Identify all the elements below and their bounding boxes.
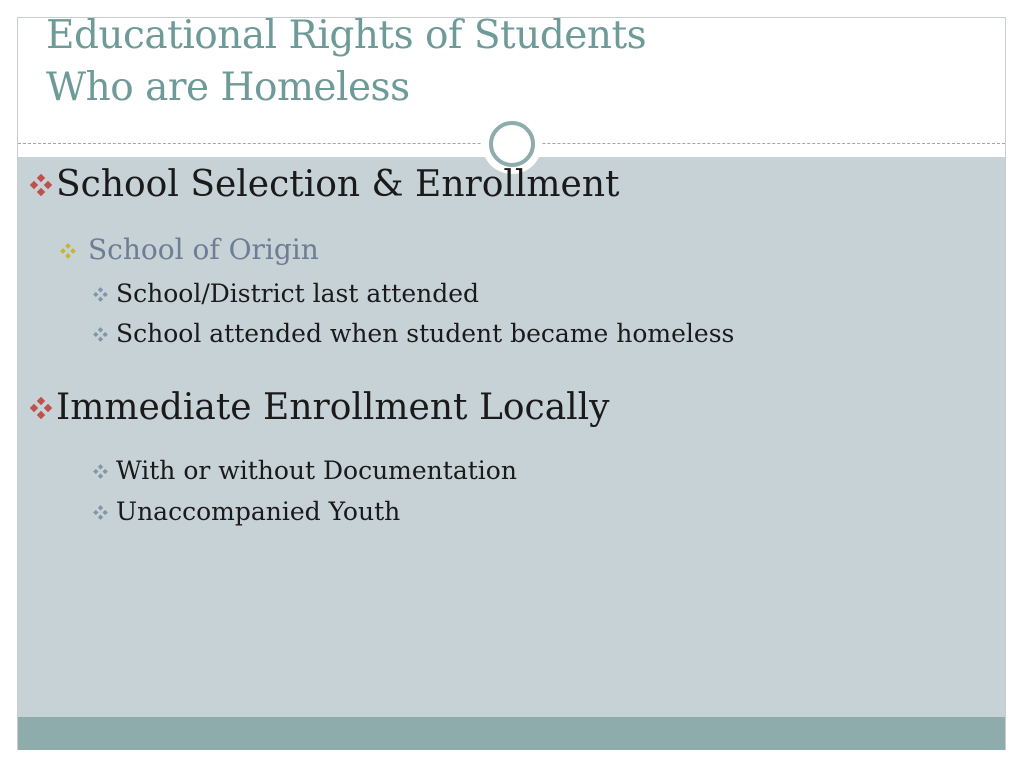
bullet-text: School attended when student became homeless bbox=[116, 318, 735, 348]
slide-title-line-2: Who are Homeless bbox=[46, 65, 410, 110]
bullet-text: School Selection & Enrollment bbox=[56, 163, 620, 205]
bullet-text: Unaccompanied Youth bbox=[116, 496, 401, 526]
bullet-item-level1 bbox=[30, 162, 620, 206]
bullet-text: Immediate Enrollment Locally bbox=[56, 386, 610, 428]
four-diamond-bullet-icon bbox=[93, 456, 108, 485]
four-diamond-bullet-icon bbox=[93, 279, 108, 308]
four-diamond-bullet-icon bbox=[93, 319, 108, 348]
four-diamond-bullet-icon bbox=[30, 387, 52, 428]
bullet-item-level3 bbox=[93, 452, 517, 488]
bullet-text: School of Origin bbox=[88, 232, 319, 266]
bullet-item-level2 bbox=[60, 229, 319, 269]
bullet-text: With or without Documentation bbox=[116, 455, 517, 485]
bullet-item-level3 bbox=[93, 275, 479, 311]
four-diamond-bullet-icon bbox=[60, 233, 76, 266]
bullet-item-level3 bbox=[93, 493, 400, 529]
bullet-item-level3 bbox=[93, 315, 734, 351]
four-diamond-bullet-icon bbox=[93, 497, 108, 526]
bullet-text: School/District last attended bbox=[116, 278, 480, 308]
four-diamond-bullet-icon bbox=[30, 164, 52, 205]
footer-band bbox=[18, 717, 1005, 750]
slide-title-line-1: Educational Rights of Students bbox=[46, 13, 647, 58]
slide-title bbox=[46, 10, 646, 114]
bullet-item-level1 bbox=[30, 385, 610, 429]
slide-frame bbox=[17, 13, 1006, 750]
